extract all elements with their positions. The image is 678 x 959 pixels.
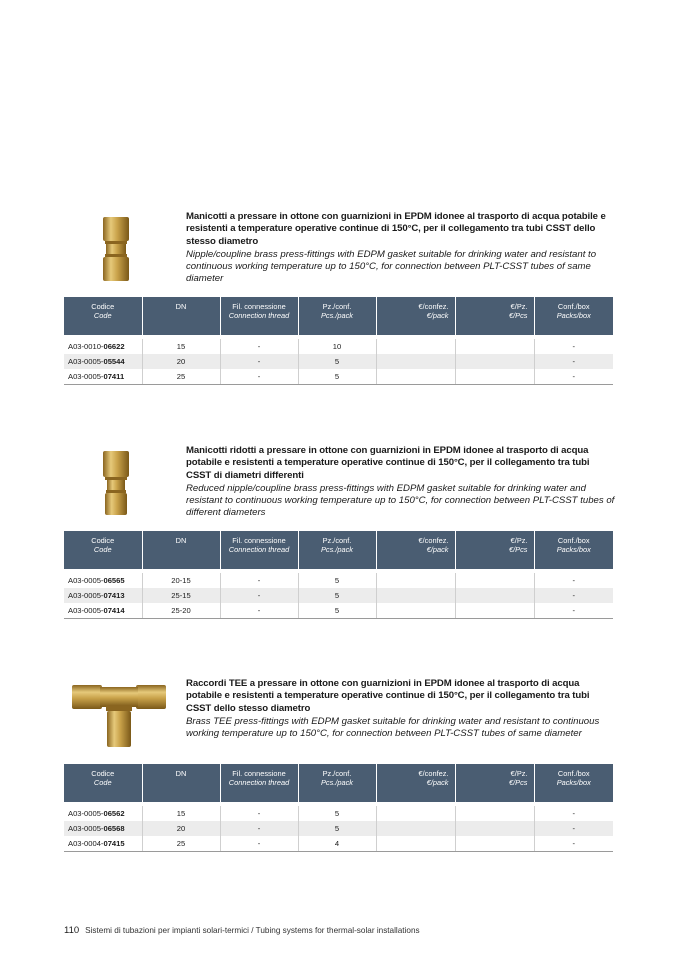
cell-code: A03-0004-07415	[64, 836, 142, 851]
cell-eur-pack	[376, 354, 455, 369]
col-header-eur-pack: €/confez. €/pack	[376, 531, 455, 569]
description-english: Brass TEE press-fittings with EDPM gasket suitable for drinking water and resistant to continuous working temperature up to 150°C, for connection between PLT-CSST tubes of same diameter	[186, 715, 600, 740]
col-header-packs-box: Conf./box Packs/box	[534, 531, 613, 569]
cell-dn: 25-20	[142, 603, 220, 618]
cell-eur-pcs	[455, 369, 534, 384]
cell-thread: -	[220, 573, 298, 588]
cell-packs-box: -	[534, 354, 613, 369]
cell-pcs-pack: 10	[298, 339, 376, 354]
cell-code: A03-0005-07413	[64, 588, 142, 603]
page-number: 110	[64, 925, 80, 936]
cell-pcs-pack: 5	[298, 354, 376, 369]
footer-text: Sistemi di tubazioni per impianti solari-termici / Tubing systems for thermal-solar installations	[85, 926, 420, 935]
cell-eur-pack	[376, 603, 455, 618]
table-row	[64, 836, 613, 851]
description-english: Reduced nipple/coupline brass press-fittings with EDPM gasket suitable for drinking water and resistant to continuous working temperature up to 150°C, for connection between PLT-CSST tubes of different diameters	[186, 482, 615, 519]
cell-dn: 25	[142, 369, 220, 384]
cell-dn: 15	[142, 339, 220, 354]
cell-eur-pcs	[455, 836, 534, 851]
cell-dn: 25-15	[142, 588, 220, 603]
cell-dn: 20	[142, 354, 220, 369]
col-header-packs-box: Conf./box Packs/box	[534, 764, 613, 802]
cell-code: A03-0010-06622	[64, 339, 142, 354]
col-header-thread: Fil. connessione Connection thread	[220, 297, 298, 335]
table-header-row	[64, 297, 613, 335]
cell-dn: 15	[142, 806, 220, 821]
cell-code: A03-0005-07411	[64, 369, 142, 384]
table-row	[64, 806, 613, 821]
cell-packs-box: -	[534, 821, 613, 836]
col-header-dn: DN	[142, 531, 220, 569]
col-header-eur-pcs: €/Pz. €/Pcs	[455, 764, 534, 802]
cell-eur-pcs	[455, 573, 534, 588]
table-row	[64, 573, 613, 588]
cell-code: A03-0005-06562	[64, 806, 142, 821]
cell-eur-pcs	[455, 354, 534, 369]
cell-pcs-pack: 5	[298, 821, 376, 836]
brass-tee-fitting-icon	[72, 681, 166, 747]
col-header-pcs-pack: Pz./conf. Pcs./pack	[298, 297, 376, 335]
cell-thread: -	[220, 603, 298, 618]
cell-packs-box: -	[534, 339, 613, 354]
col-header-dn: DN	[142, 297, 220, 335]
col-header-thread: Fil. connessione Connection thread	[220, 764, 298, 802]
cell-thread: -	[220, 339, 298, 354]
cell-thread: -	[220, 821, 298, 836]
product-description	[186, 211, 616, 286]
cell-eur-pack	[376, 836, 455, 851]
table-row	[64, 369, 613, 384]
cell-dn: 20-15	[142, 573, 220, 588]
cell-eur-pcs	[455, 821, 534, 836]
cell-eur-pcs	[455, 806, 534, 821]
description-italian: Raccordi TEE a pressare in ottone con guarnizioni in EPDM idonee al trasporto di acqua potabile e resistenti a temperature operative continue di 150°C, per il collegamento tra tubi CSST dello stesso diametro	[186, 678, 590, 714]
col-header-code: Codice Code	[64, 764, 142, 802]
cell-eur-pack	[376, 369, 455, 384]
cell-pcs-pack: 5	[298, 369, 376, 384]
table-row	[64, 354, 613, 369]
cell-eur-pcs	[455, 588, 534, 603]
brass-nipple-fitting-icon	[100, 217, 132, 281]
table-row	[64, 603, 613, 618]
col-header-code: Codice Code	[64, 297, 142, 335]
table-row	[64, 821, 613, 836]
product-description	[186, 445, 616, 520]
col-header-thread: Fil. connessione Connection thread	[220, 531, 298, 569]
cell-packs-box: -	[534, 573, 613, 588]
product-table	[64, 764, 613, 852]
col-header-pcs-pack: Pz./conf. Pcs./pack	[298, 764, 376, 802]
cell-code: A03-0005-05544	[64, 354, 142, 369]
table-header-row	[64, 531, 613, 569]
cell-eur-pcs	[455, 603, 534, 618]
cell-thread: -	[220, 588, 298, 603]
cell-thread: -	[220, 369, 298, 384]
page-footer	[64, 925, 420, 936]
cell-eur-pack	[376, 821, 455, 836]
cell-pcs-pack: 5	[298, 603, 376, 618]
col-header-eur-pcs: €/Pz. €/Pcs	[455, 531, 534, 569]
table-row	[64, 588, 613, 603]
cell-packs-box: -	[534, 369, 613, 384]
cell-code: A03-0005-06568	[64, 821, 142, 836]
cell-eur-pack	[376, 339, 455, 354]
cell-pcs-pack: 4	[298, 836, 376, 851]
col-header-pcs-pack: Pz./conf. Pcs./pack	[298, 531, 376, 569]
col-header-eur-pack: €/confez. €/pack	[376, 764, 455, 802]
brass-reduced-nipple-fitting-icon	[100, 451, 132, 515]
cell-code: A03-0005-07414	[64, 603, 142, 618]
description-italian: Manicotti ridotti a pressare in ottone con guarnizioni in EPDM idonee al trasporto di acqua potabile e resistenti a temperature operative continue di 150°C, per il collegamento tra tubi CSST di diametri differenti	[186, 445, 590, 481]
table-header-row	[64, 764, 613, 802]
cell-packs-box: -	[534, 806, 613, 821]
cell-packs-box: -	[534, 588, 613, 603]
cell-packs-box: -	[534, 836, 613, 851]
cell-eur-pack	[376, 806, 455, 821]
cell-eur-pack	[376, 573, 455, 588]
cell-eur-pcs	[455, 339, 534, 354]
cell-pcs-pack: 5	[298, 806, 376, 821]
product-table	[64, 297, 613, 385]
cell-dn: 25	[142, 836, 220, 851]
col-header-eur-pcs: €/Pz. €/Pcs	[455, 297, 534, 335]
col-header-eur-pack: €/confez. €/pack	[376, 297, 455, 335]
cell-dn: 20	[142, 821, 220, 836]
product-table	[64, 531, 613, 619]
cell-pcs-pack: 5	[298, 588, 376, 603]
col-header-code: Codice Code	[64, 531, 142, 569]
table-row	[64, 339, 613, 354]
cell-packs-box: -	[534, 603, 613, 618]
col-header-dn: DN	[142, 764, 220, 802]
cell-pcs-pack: 5	[298, 573, 376, 588]
description-english: Nipple/coupline brass press-fittings with EDPM gasket suitable for drinking water and resistant to continuous working temperature up to 150°C, for connection between PLT-CSST tubes of same diameter	[186, 248, 597, 285]
product-description	[186, 678, 616, 740]
cell-code: A03-0005-06565	[64, 573, 142, 588]
description-italian: Manicotti a pressare in ottone con guarnizioni in EPDM idonee al trasporto di acqua potabile e resistenti a temperature operative continue di 150°C, per il collegamento tra tubi CSST dello stesso diametro	[186, 211, 606, 247]
col-header-packs-box: Conf./box Packs/box	[534, 297, 613, 335]
cell-thread: -	[220, 354, 298, 369]
cell-thread: -	[220, 806, 298, 821]
cell-thread: -	[220, 836, 298, 851]
cell-eur-pack	[376, 588, 455, 603]
